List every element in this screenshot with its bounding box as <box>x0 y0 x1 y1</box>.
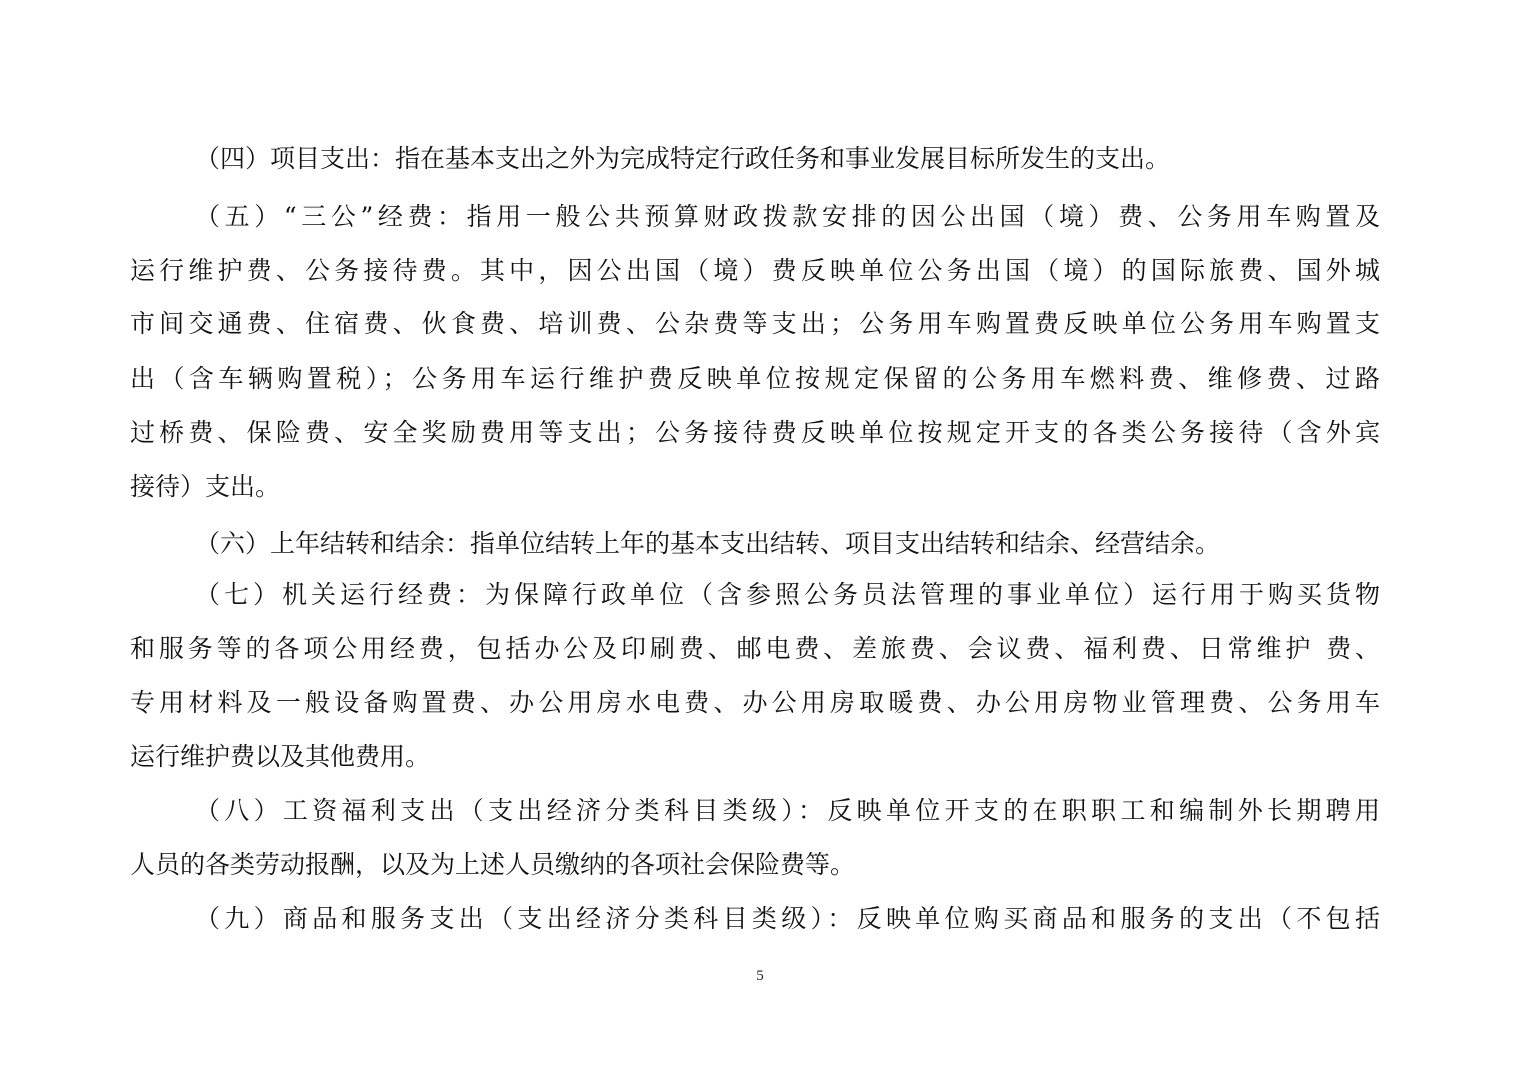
paragraph-7-line-1: （七）机关运行经费：为保障行政单位（含参照公务员法管理的事业单位）运行用于购买货物 <box>195 580 1380 609</box>
paragraph-7-line-2: 和服务等的各项公用经费，包括办公及印刷费、邮电费、差旅费、会议费、福利费、日常维护 费、 <box>130 634 1380 663</box>
paragraph-8-line-1: （八）工资福利支出（支出经济分类科目类级）：反映单位开支的在职职工和编制外长期聘用 <box>195 796 1380 825</box>
paragraph-5-line-3: 市间交通费、住宿费、伙食费、培训费、公杂费等支出；公务用车购置费反映单位公务用车购置支 <box>130 309 1380 338</box>
paragraph-5-line-2: 运行维护费、公务接待费。其中，因公出国（境）费反映单位公务出国（境）的国际旅费、国外城 <box>130 256 1380 285</box>
paragraph-9-line-1: （九）商品和服务支出（支出经济分类科目类级）：反映单位购买商品和服务的支出（不包括 <box>195 904 1380 933</box>
paragraph-7-line-3: 专用材料及一般设备购置费、办公用房水电费、办公用房取暖费、办公用房物业管理费、公务用车 <box>130 688 1380 717</box>
paragraph-4-line-1: （四）项目支出：指在基本支出之外为完成特定行政任务和事业发展目标所发生的支出。 <box>195 144 1171 173</box>
paragraph-7-line-4: 运行维护费以及其他费用。 <box>130 742 431 771</box>
paragraph-5-line-1: （五）“三公”经费：指用一般公共预算财政拨款安排的因公出国（境）费、公务用车购置及 <box>195 202 1380 231</box>
page-number: 5 <box>756 968 764 984</box>
paragraph-8-line-2: 人员的各类劳动报酬，以及为上述人员缴纳的各项社会保险费等。 <box>130 850 856 879</box>
paragraph-5-line-6: 接待）支出。 <box>130 472 281 501</box>
paragraph-6-line-1: （六）上年结转和结余：指单位结转上年的基本支出结转、项目支出结转和结余、经营结余。 <box>195 529 1221 558</box>
paragraph-5-line-5: 过桥费、保险费、安全奖励费用等支出；公务接待费反映单位按规定开支的各类公务接待（含外宾 <box>130 418 1380 447</box>
paragraph-5-line-4: 出（含车辆购置税）；公务用车运行维护费反映单位按规定保留的公务用车燃料费、维修费、过路 <box>130 364 1380 393</box>
